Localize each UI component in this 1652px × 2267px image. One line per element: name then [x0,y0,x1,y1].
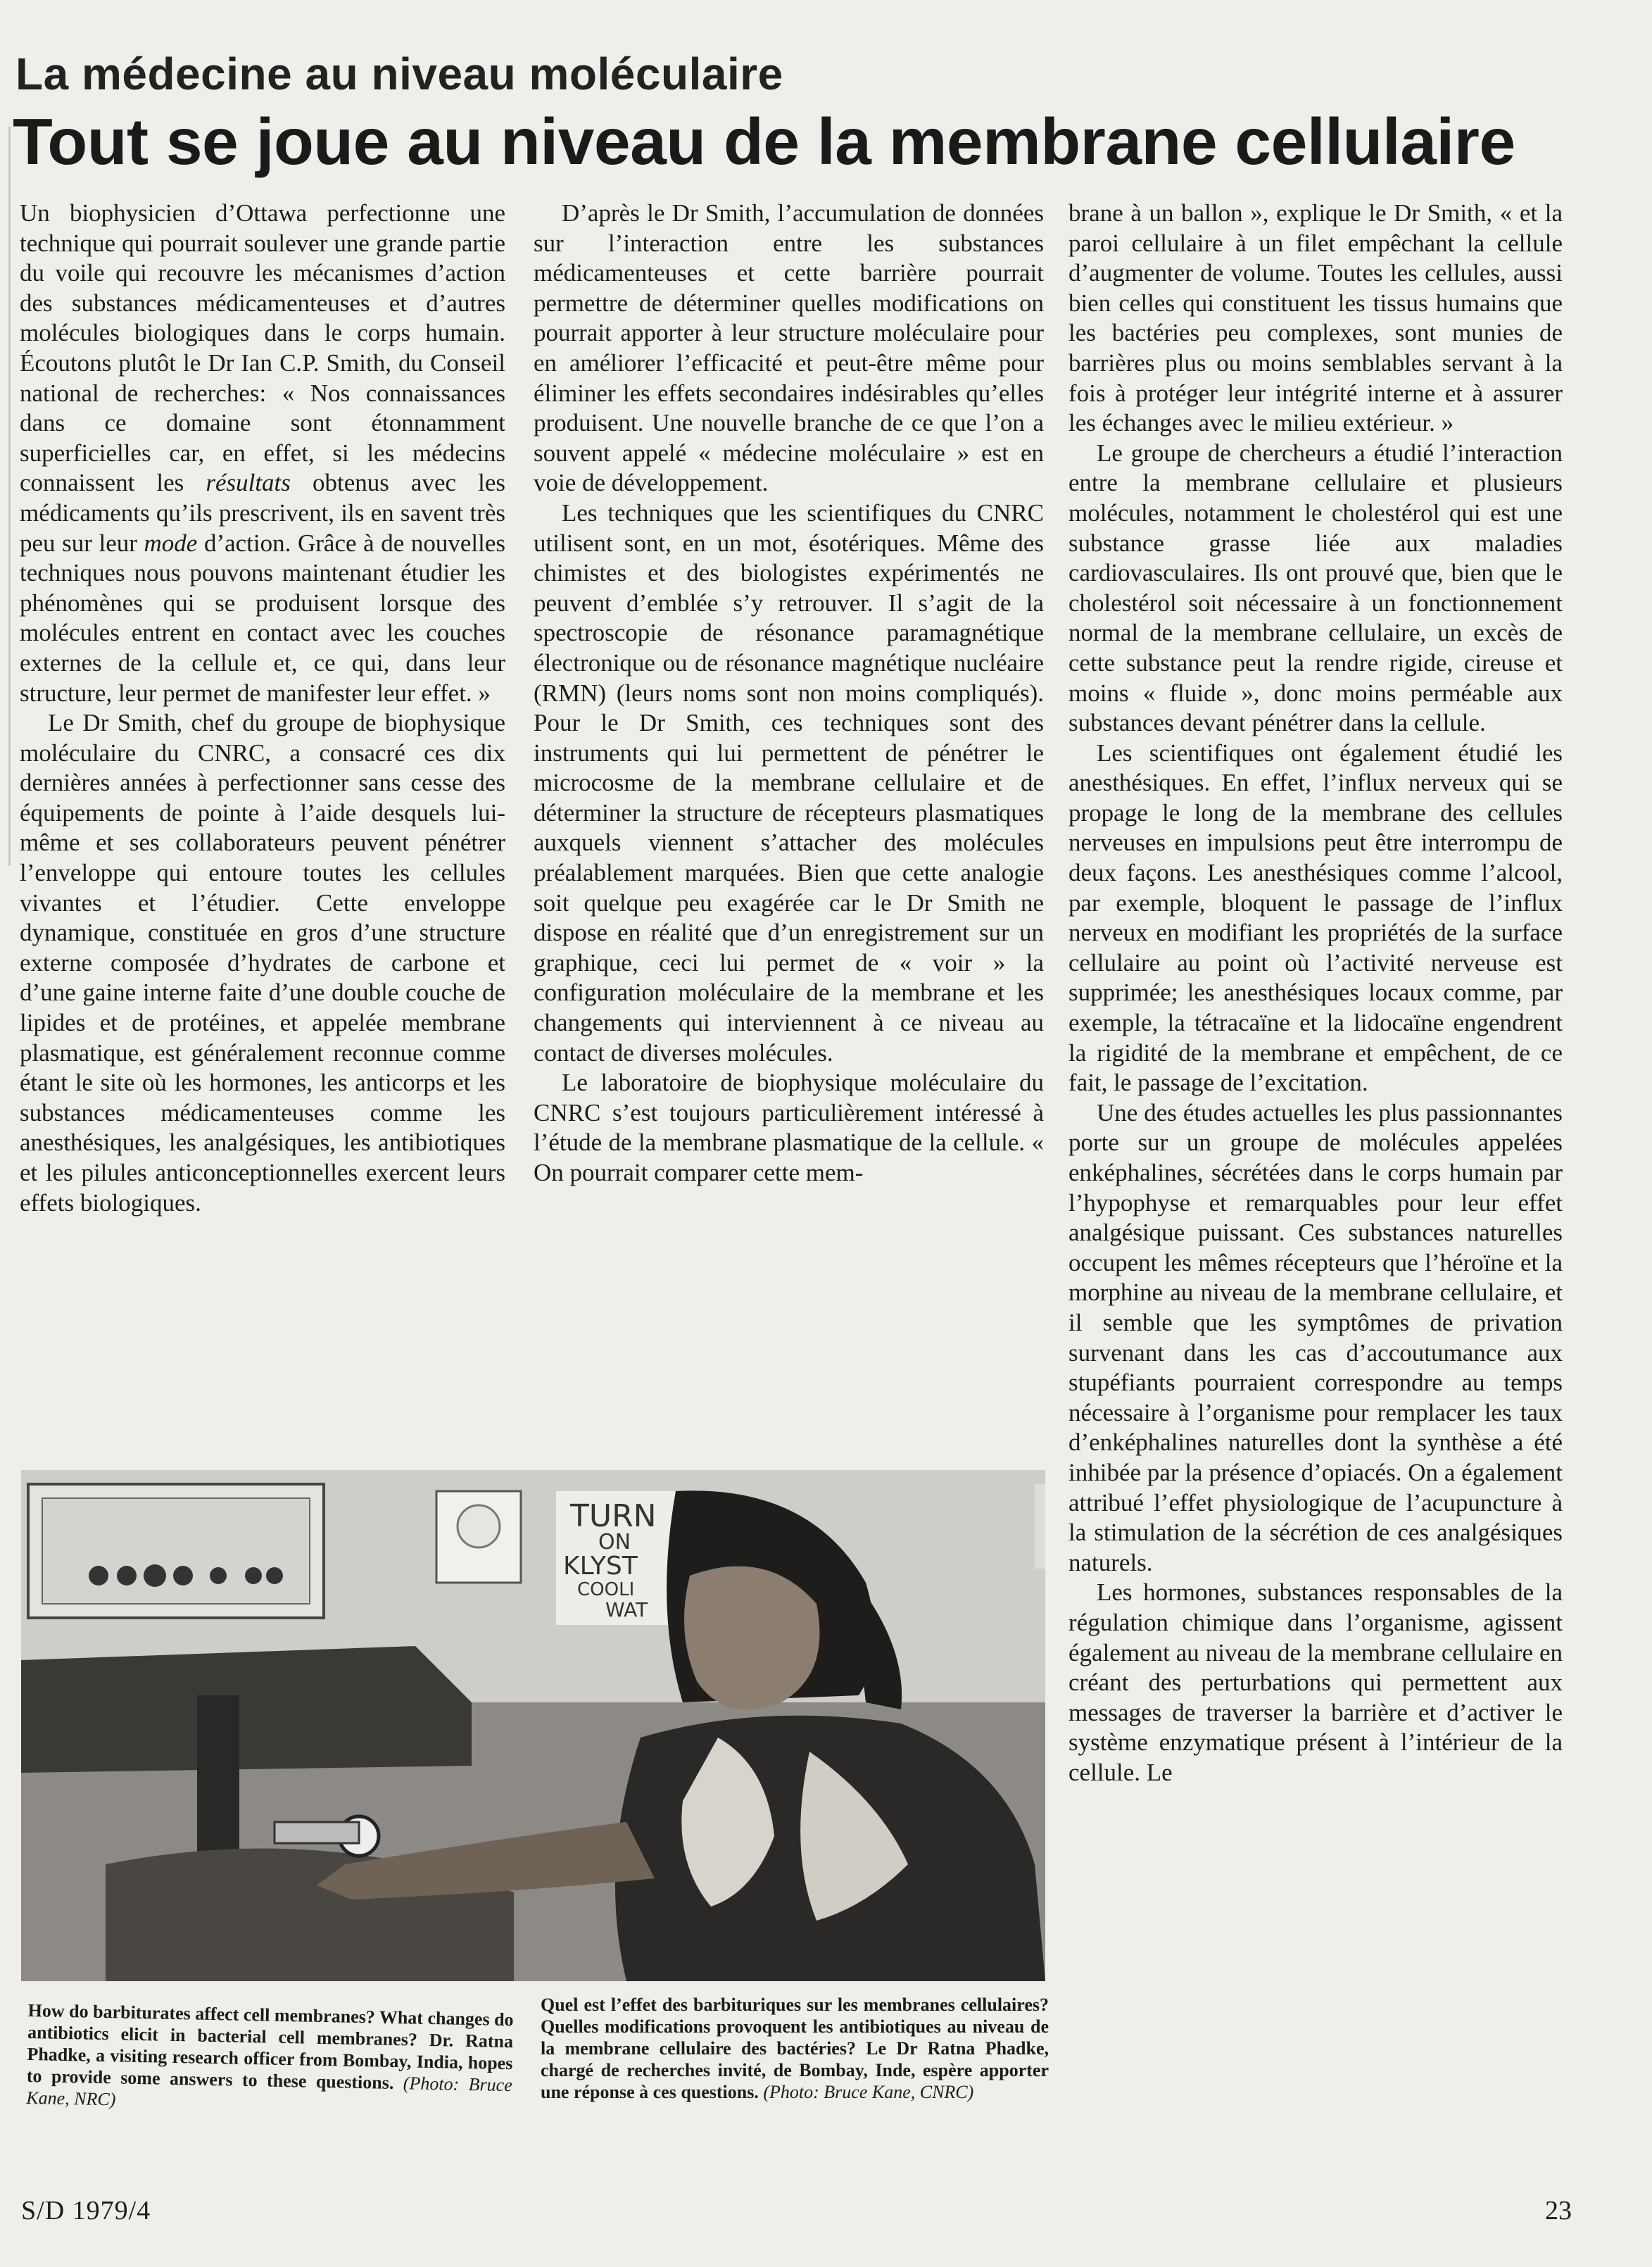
paragraph: Le groupe de chercheurs a étudié l’interaction entre la membrane cellulaire et plusieurs molécules, notamment le cholestérol qui est une substance grasse liée aux maladies cardiovasculaires. Ils ont prouvé que, bien que le cholestérol soit nécessaire à un fonctionnement normal de la membrane cellulaire, un excès de cette substance peut la rendre rigide, cireuse et moins « fluide », donc moins perméable aux substances devant pénétrer dans la cellule. [1068,439,1563,737]
lab-photo [21,1470,1045,1981]
headline: Tout se joue au niveau de la membrane cellulaire [13,105,1515,178]
caption-french [541,1994,1049,2103]
sign-text: TURN [570,1498,657,1534]
paragraph: D’après le Dr Smith, l’accumulation de données sur l’interaction entre les substances médicamenteuses et cette barrière pourrait permettre de déterminer quelles modifications on pourrait apporter à leur structure moléculaire pour en améliorer l’efficacité et peut-être même pour éliminer les effets secondaires indésirables qu’elles produisent. Une nouvelle branche de ce que l’on a souvent appelé « médecine moléculaire » est en voie de développement. [534,199,1044,497]
paragraph: Les hormones, substances responsables de la régulation chimique dans l’organisme, agissent également au niveau de la membrane cellulaire en créant des perturbations qui permettent aux messages de traverser la barrière et d’activer le système enzymatique présent à l’intérieur de la cellule. Le [1068,1578,1563,1786]
paragraph: Les scientifiques ont également étudié les anesthésiques. En effet, l’influx nerveux qui se propage le long de la membrane des cellules nerveuses en impulsions peut être interrompu de deux façons. Les anesthésiques comme l’alcool, par exemple, bloquent le passage de l’influx nerveux en modifiant les propriétés de la surface cellulaire au point où l’activité nerveuse est supprimée; les anesthésiques locaux comme, par exemple, la tétracaïne et la lidocaïne engendrent la rigidité de la membrane et empêchent, de ce fait, le passage de l’excitation. [1068,739,1563,1097]
sign-text: WAT [605,1598,648,1621]
text-run: d’action. Grâce à de nouvelles techniques nous pouvons maintenant étudier les phénomènes qui se produisent lorsque des molécules entrent en contact avec les couches externes de la cellule et, ce qui, dans leur structure, leur permet de manifester leur effet. » [20,529,506,707]
paragraph [20,199,505,708]
sign-text: COOLI [577,1579,635,1600]
lab-photo-illustration [21,1470,1045,1981]
caption-text: How do barbiturates affect cell membranes? What changes do antibiotics elicit in bacterial cell membranes? Dr. Ratna Phadke, a visiting research officer from Bombay, India, hopes to provide some answers to these questions. [26,1999,514,2093]
paragraph: Le Dr Smith, chef du groupe de biophysique moléculaire du CNRC, a consacré ces dix dernières années à perfectionner sans cesse des équipements de pointe à l’aide desquels lui-même et ses collaborateurs peuvent pénétrer l’enveloppe qui entoure toutes les cellules vivantes et l’étudier. Cette enveloppe dynamique, constituée en gros d’une structure externe composée d’hydrates de carbone et d’une gaine interne faite d’une double couche de lipides et de protéines, et appelée membrane plasmatique, est généralement reconnue comme étant le site où les hormones, les anticorps et les substances médicamenteuses comme les anesthésiques, les analgésiques, les antibiotiques et les pilules anticonceptionnelles exercent leurs effets biologiques. [20,709,505,1217]
sign-text: ON [598,1530,631,1555]
issue-label: S/D 1979/4 [21,2196,151,2225]
paragraph: brane à un ballon », explique le Dr Smith, « et la paroi cellulaire à un filet empêchant la cellule d’augmenter de volume. Toutes les cellules, aussi bien celles qui constituent les tissus humains que les bactéries peu complexes, sont munies de barrières plus ou moins semblables servant à la fois à protéger leur intégrité interne et à assurer les échanges avec le milieu extérieur. » [1068,199,1563,437]
margin-rule [8,127,11,866]
article-column-3 [1068,199,1563,1788]
paragraph: Le laboratoire de biophysique moléculaire du CNRC s’est toujours particulièrement intéressé à l’étude de la membrane plasmatique de la cellule. « On pourrait comparer cette mem- [534,1069,1044,1186]
photo-credit: (Photo: Bruce Kane, NRC) [26,2073,513,2110]
article-column-1 [20,199,505,1218]
caption-english [26,1999,514,2118]
emphasis: résultats [206,469,291,497]
paragraph: Une des études actuelles les plus passionnantes porte sur un groupe de molécules appelées enképhalines, sécrétées dans le corps humain par l’hypophyse et remarquables pour leur effet analgésique puissant. Ces substances naturelles occupent les mêmes récepteurs que l’héroïne et la morphine au niveau de la membrane cellulaire, et il semble que les symptômes de privation survenant dans les cas d’accoutumance aux stupéfiants pourraient correspondre au temps nécessaire à l’organisme pour remplacer les taux d’enképhalines naturelles dont la synthèse a été inhibée par la présence d’opiacés. On a également attribué l’effet physiologique de l’acupuncture à la stimulation de la sécrétion de ces analgésiques naturels. [1068,1098,1563,1576]
article-column-2 [534,199,1044,1188]
text-run: obtenus avec les médicaments qu’ils prescrivent, ils en savent très peu sur leur [20,469,505,557]
kicker-title: La médecine au niveau moléculaire [15,49,783,99]
paragraph: Les techniques que les scientifiques du CNRC utilisent sont, en un mot, ésotériques. Même des chimistes et des biologistes expérimentés ne peuvent d’emblée s’y retrouver. Il s’agit de la spectroscopie de résonance paramagnétique électronique ou de résonance magnétique nucléaire (RMN) (leurs noms sont non moins compliqués). Pour le Dr Smith, ces techniques sont des instruments qui lui permettent de pénétrer le microcosme de la membrane cellulaire et de déterminer la structure de récepteurs plasmatiques auxquels viennent s’attacher des molécules préalablement marquées. Bien que cette analogie soit quelque peu exagérée car le Dr Smith ne dispose en réalité que d’un enregistrement sur un graphique, ceci lui permet de « voir » la configuration moléculaire de la membrane et les changements qui interviennent à ce niveau au contact de diverses molécules. [534,498,1044,1067]
page-number: 23 [1545,2196,1572,2225]
emphasis: mode [144,529,198,557]
sign-text: KLYST [563,1552,638,1581]
caption-text: Quel est l’effet des barbituriques sur les membranes cellulaires? Quelles modifications provoquent les antibiotiques au niveau de la membrane cellulaire des bactéries? Le Dr Ratna Phadke, chargé de recherches invité, de Bombay, Inde, espère apporter une réponse à ces questions. [541,1995,1049,2102]
text-run: Un biophysicien d’Ottawa perfectionne une technique qui pourrait soulever une grande partie du voile qui recouvre les mécanismes d’action des substances médicamenteuses et d’autres molécules biologiques dans le corps humain. Écoutons plutôt le Dr Ian C.P. Smith, du Conseil national de recherches: « Nos connaissances dans ce domaine sont étonnamment superficielles car, en effet, si les médecins connaissent les [20,199,505,497]
photo-credit: (Photo: Bruce Kane, CNRC) [763,2082,974,2102]
